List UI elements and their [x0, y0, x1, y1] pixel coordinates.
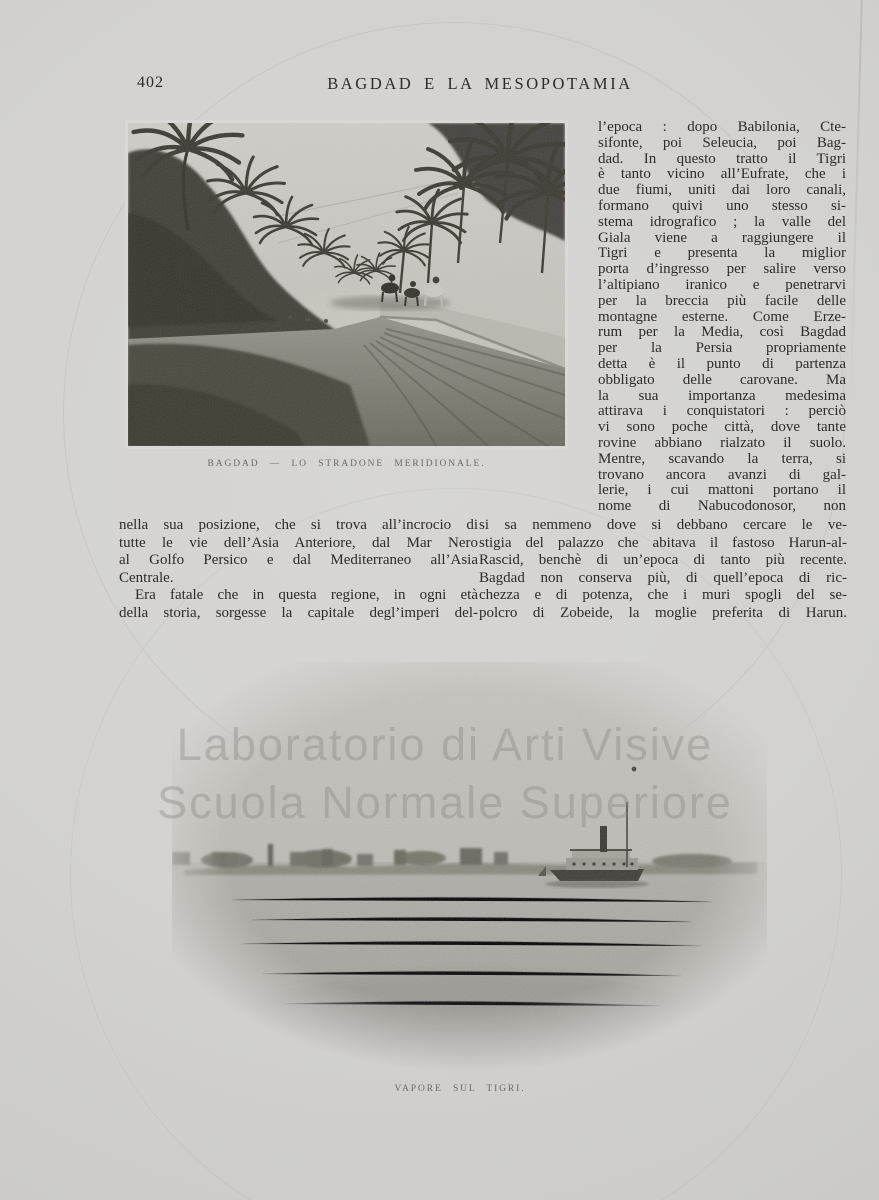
text-line: l’altipiano iranico e penetrarvi	[598, 277, 846, 293]
text-line: Bagdad non conserva più, di quell’epoca di ric-	[479, 569, 847, 586]
text-line: Tigri e presenta la miglior	[598, 246, 846, 262]
text-line: è tanto vicino all’Eufrate, che i	[598, 167, 846, 183]
text-line: per la breccia più facile delle	[598, 293, 846, 309]
text-line: della storia, sorgesse la capitale degl’imperi del-	[119, 604, 478, 621]
text-line: chezza e di potenza, che i muri spogli del se-	[479, 587, 847, 603]
right-column-text	[598, 120, 846, 515]
photo2-grain	[172, 662, 767, 1070]
stradone-caption: BAGDAD — LO STRADONE MERIDIONALE.	[207, 459, 486, 469]
figure-stradone-photo	[125, 120, 568, 449]
text-line: attirava i conquistatori : perciò	[598, 404, 846, 420]
text-line: Centrale.	[119, 569, 174, 586]
text-line: formano quivi uno stesso si-	[598, 198, 846, 214]
text-line: obbligato delle carovane. Ma	[598, 372, 846, 388]
running-title: BAGDAD E LA MESOPOTAMIA	[327, 74, 633, 93]
text-line: Era fatale che in questa regione, in ogni età	[135, 587, 478, 603]
text-line: Rascid, benchè di un’epoca di tanto più recente.	[479, 552, 847, 568]
text-line: porta d’ingresso per salire verso	[598, 262, 846, 278]
text-line: per la Persia propriamente	[598, 341, 846, 357]
paper-crease	[849, 0, 863, 420]
text-line: stema idrografico ; la valle del	[598, 214, 846, 230]
text-line: sifonte, poi Seleucia, poi Bag-	[598, 135, 846, 151]
watermark-line-2: Scuola Normale Superiore	[157, 777, 733, 828]
lower-right-text	[479, 517, 847, 622]
text-line: vi sono poche città, dove tante	[598, 420, 846, 436]
text-line: lerie, i cui mattoni portano il	[598, 483, 846, 499]
text-line: due fiumi, uniti dai loro canali,	[598, 183, 846, 199]
text-line: polcro di Zobeide, la moglie preferita di Harun.	[479, 604, 847, 621]
left-column-text	[119, 517, 478, 622]
text-line: rum per la Media, così Bagdad	[598, 325, 846, 341]
figure-vapore-photo	[172, 662, 767, 1070]
text-line: l’epoca : dopo Babilonia, Cte-	[598, 120, 846, 135]
text-line: al Golfo Persico e dal Mediterraneo all’Asia	[119, 552, 478, 568]
photo1-grain	[128, 123, 565, 446]
stradone-illustration	[128, 123, 565, 446]
text-line: dad. In questo tratto il Tigri	[598, 151, 846, 167]
text-line: trovano ancora avanzi di gal-	[598, 467, 846, 483]
text-line: si sa nemmeno dove si debbano cercare le ve-	[479, 517, 847, 533]
text-line: la sua importanza medesima	[598, 388, 846, 404]
text-line: detta è il punto di partenza	[598, 356, 846, 372]
vapore-caption: VAPORE SUL TIGRI.	[394, 1084, 526, 1094]
text-line: Giala viene a raggiungere il	[598, 230, 846, 246]
text-line: montagne esterne. Come Erze-	[598, 309, 846, 325]
watermark-line-1: Laboratorio di Arti Visive	[176, 719, 714, 770]
text-line: Mentre, scavando la terra, si	[598, 451, 846, 467]
text-line: rovine abbiano rialzato il suolo.	[598, 435, 846, 451]
text-line: tutte le vie dell’Asia Anteriore, dal Mar Nero	[119, 534, 478, 551]
text-line: stigia del palazzo che abitava il fastoso Harun-al-	[479, 534, 847, 551]
text-line: nome di Nabucodonosor, non	[598, 499, 846, 515]
page-number: 402	[137, 74, 164, 91]
vapore-illustration	[172, 662, 767, 1070]
page-header	[0, 74, 879, 98]
text-line: nella sua posizione, che si trova all’incrocio di	[119, 517, 478, 533]
